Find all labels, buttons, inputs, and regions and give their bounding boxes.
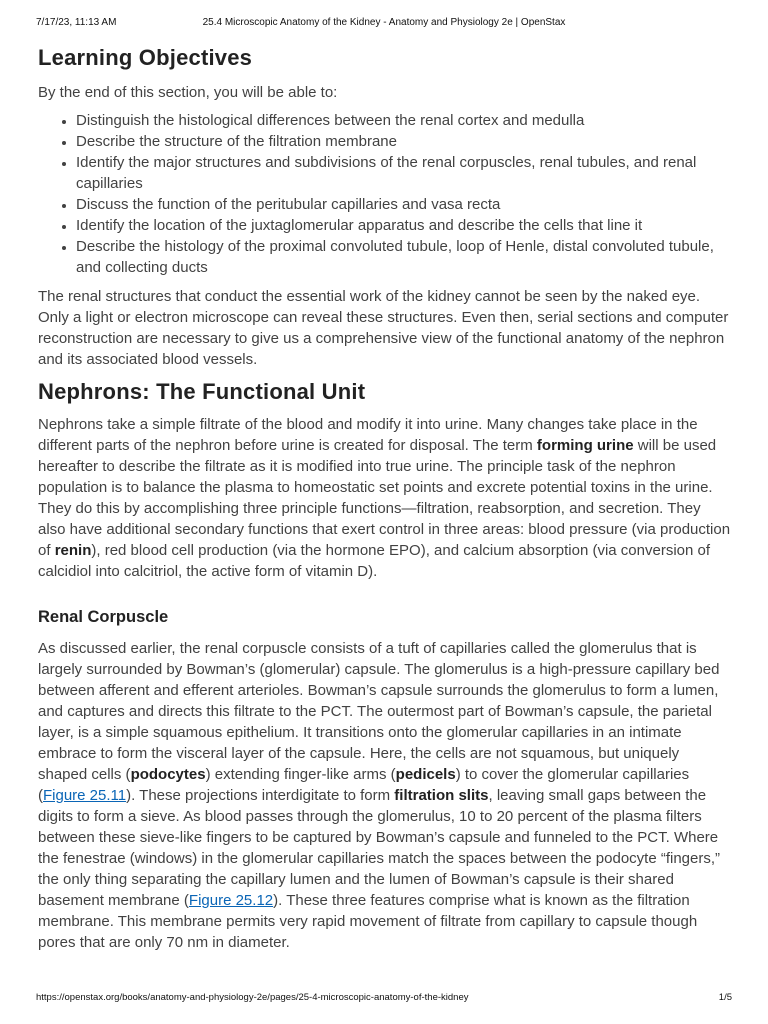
nephrons-text-1: Nephrons take a simple filtrate of the blood and modify it into urine. Many changes take place in the different parts of the nephron before urine is created for disposal. The term bbox=[38, 416, 698, 454]
page-url: https://openstax.org/books/anatomy-and-physiology-2e/pages/25-4-microscopic-anatomy-of-the-kidney bbox=[36, 992, 469, 1003]
objective-item: • Describe the histology of the proximal convoluted tubule, loop of Henle, distal convoluted tubule, and collecting ducts bbox=[76, 236, 732, 278]
term-filtration-slits: filtration slits bbox=[394, 787, 489, 804]
nephrons-text-2: will be used hereafter to describe the filtrate as it is modified into true urine. The principle task of the nephron population is to balance the plasma to homeostatic set points and excrete potential toxins in the urine. They do this by accomplishing three principle functions—filtration, reabsorption, and secretion. They also have additional secondary functions that exert control in three areas: blood pressure (via production of bbox=[38, 437, 731, 559]
print-header bbox=[36, 16, 732, 30]
intro-paragraph: The renal structures that conduct the essential work of the kidney cannot be seen by the naked eye. Only a light or electron microscope can reveal these structures. Even then, serial sections and computer reconstruction are necessary to give us a comprehensive view of the functional anatomy of the nephron and its associated blood vessels. bbox=[38, 288, 729, 368]
objectives-list bbox=[38, 110, 732, 278]
page-number: 1/5 bbox=[718, 992, 732, 1003]
renal-corpuscle-heading: Renal Corpuscle bbox=[38, 608, 169, 626]
figure-25-12-link[interactable]: Figure 25.12 bbox=[188, 892, 274, 909]
term-forming-urine: forming urine bbox=[536, 437, 634, 454]
objective-item: • Identify the major structures and subdivisions of the renal corpuscles, renal tubules, and renal capillaries bbox=[76, 152, 732, 194]
corpuscle-text-1: As discussed earlier, the renal corpuscle consists of a tuft of capillaries called the glomerulus that is largely surrounded by Bowman’s (glomerular) capsule. The glomerulus is a high-pressure capillary bed between afferent and efferent arterioles. Bowman’s capsule surrounds the glomerulus to form a lumen, and captures and directs this filtrate to the PCT. The outermost part of Bowman’s capsule, the parietal layer, is a simple squamous epithelium. It transitions onto the glomerular capillaries in an intimate embrace to form the visceral layer of the capsule. Here, the cells are not squamous, but uniquely shaped cells ( bbox=[38, 640, 720, 783]
objective-item: • Discuss the function of the peritubular capillaries and vasa recta bbox=[76, 194, 732, 215]
nephrons-paragraph bbox=[38, 414, 732, 582]
term-renin: renin bbox=[54, 542, 92, 559]
main-content bbox=[38, 44, 732, 953]
renal-corpuscle-paragraph bbox=[38, 638, 732, 953]
objective-item: • Distinguish the histological differences between the renal cortex and medulla bbox=[76, 110, 732, 131]
corpuscle-text-3: ) to cover the glomerular capillaries ( bbox=[38, 766, 690, 804]
print-datetime: 7/17/23, 11:13 AM bbox=[36, 17, 117, 28]
nephrons-heading: Nephrons: The Functional Unit bbox=[38, 379, 366, 404]
term-pedicels: pedicels bbox=[395, 766, 456, 783]
objective-item: • Identify the location of the juxtaglomerular apparatus and describe the cells that line it bbox=[76, 215, 732, 236]
corpuscle-text-4: ). These projections interdigitate to form bbox=[126, 787, 395, 804]
figure-25-11-link[interactable]: Figure 25.11 bbox=[43, 787, 127, 804]
learning-objectives-heading: Learning Objectives bbox=[38, 45, 253, 70]
corpuscle-text-2: ) extending finger-like arms ( bbox=[205, 766, 396, 783]
nephrons-text-3: ), red blood cell production (via the hormone EPO), and calcium absorption (via conversion of calcidiol into calcitriol, the active form of vitamin D). bbox=[38, 542, 711, 580]
corpuscle-text-6: ). These three features comprise what is known as the filtration membrane. This membrane permits very rapid movement of filtrate from capillary to capsule though pores that are only 70 nm in diameter. bbox=[38, 892, 698, 951]
term-podocytes: podocytes bbox=[130, 766, 206, 783]
print-footer bbox=[36, 991, 732, 1005]
objectives-intro: By the end of this section, you will be able to: bbox=[38, 84, 338, 101]
print-page-title: 25.4 Microscopic Anatomy of the Kidney - Anatomy and Physiology 2e | OpenStax bbox=[202, 17, 566, 28]
objective-item: • Describe the structure of the filtration membrane bbox=[76, 131, 732, 152]
corpuscle-text-5: , leaving small gaps between the digits to form a sieve. As blood passes through the glomerulus, 10 to 20 percent of the plasma filters between these sieve-like fingers to be captured by Bowman’s capsule and funneled to the PCT. Where the fenestrae (windows) in the glomerular capillaries match the spaces between the podocyte “fingers,” the only thing separating the capillary lumen and the lumen of Bowman’s capsule is their shared basement membrane ( bbox=[38, 787, 721, 909]
